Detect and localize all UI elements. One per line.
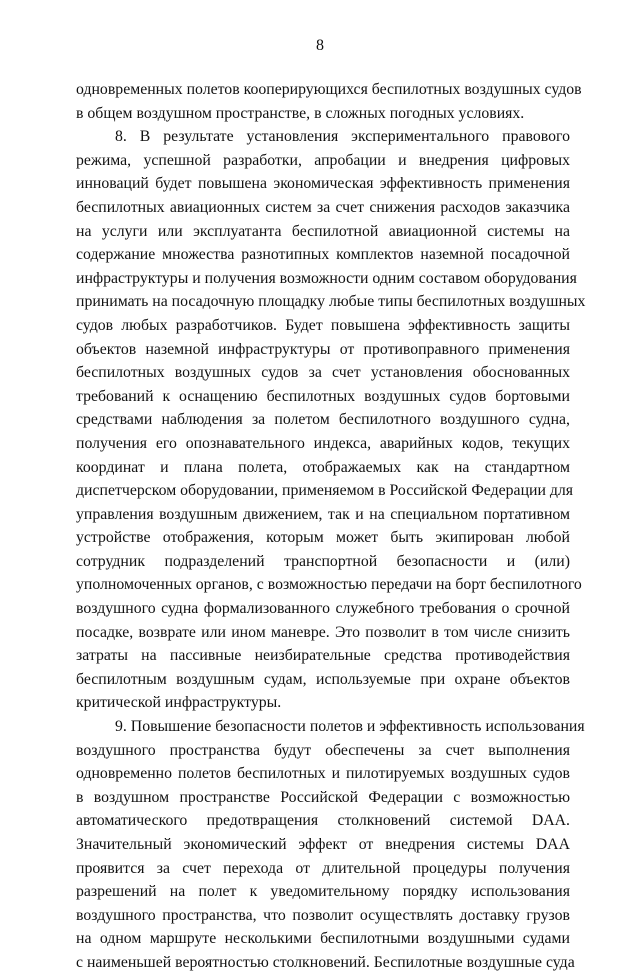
- text-line: воздушного судна формализованного служебного требования о срочной: [76, 600, 570, 618]
- text-line: сотрудник подразделений транспортной безопасности и (или): [76, 552, 570, 570]
- text-line: беспилотных воздушных судов за счет установления обоснованных: [76, 364, 570, 382]
- text-line: беспилотным воздушным судам, используемые при охране объектов: [76, 670, 570, 688]
- text-line: проявится за счет перехода от длительной процедуры получения: [76, 859, 570, 877]
- text-line: затраты на пассивные неизбирательные средства противодействия: [76, 647, 570, 665]
- text-line: судов любых разработчиков. Будет повышена эффективность защиты: [76, 316, 570, 334]
- text-line: в общем воздушном пространстве, в сложных погодных условиях.: [76, 104, 525, 122]
- text-line: Значительный экономический эффект от внедрения системы DAA: [76, 836, 570, 853]
- text-line: средствами наблюдения за полетом беспилотного воздушного судна,: [76, 411, 570, 429]
- text-line: воздушного пространства, что позволит осуществлять доставку грузов: [76, 906, 570, 924]
- text-line: инфраструктуры и получения возможности одним составом оборудования: [76, 269, 577, 287]
- text-line: воздушного пространства будут обеспечены за счет выполнения: [76, 741, 570, 759]
- text-line: принимать на посадочную площадку любые типы беспилотных воздушных: [76, 293, 586, 311]
- text-line: координат и плана полета, отображаемых как на стандартном: [76, 458, 570, 476]
- paragraph-8-start: 8. В результате установления экспериментального правового: [115, 128, 570, 146]
- text-line: в воздушном пространстве Российской Федерации с возможностью: [76, 788, 570, 806]
- text-line: разрешений на полет к уведомительному порядку использования: [76, 883, 570, 901]
- paragraph-9-start: 9. Повышение безопасности полетов и эффективность использования: [115, 718, 585, 736]
- text-line: уполномоченных органов, с возможностью передачи на борт беспилотного: [76, 576, 582, 594]
- text-line: требований к оснащению беспилотных воздушных судов бортовыми: [76, 387, 570, 405]
- text-line: диспетчерском оборудовании, применяемом в Российской Федерации для: [76, 482, 574, 500]
- text-line: с наименьшей вероятностью столкновений. Беспилотные воздушные суда: [76, 953, 575, 971]
- text-line: режима, успешной разработки, апробации и внедрения цифровых: [76, 151, 570, 169]
- text-line: устройстве отображения, которым может быть экипирован любой: [76, 529, 570, 547]
- text-line: содержание множества разнотипных комплектов наземной посадочной: [76, 246, 570, 264]
- text-line: на услуги или эксплуатанта беспилотной авиационной системы на: [76, 222, 570, 240]
- text-line: беспилотных авиационных систем за счет снижения расходов заказчика: [76, 198, 570, 216]
- text-line: на одном маршруте несколькими беспилотными воздушными судами: [76, 930, 570, 948]
- text-line: инноваций будет повышена экономическая эффективность применения: [76, 175, 570, 193]
- text-line: управления воздушным движением, так и на специальном портативном: [76, 505, 570, 523]
- text-line: получения его опознавательного индекса, аварийных кодов, текущих: [76, 434, 570, 452]
- text-line: объектов наземной инфраструктуры от противоправного применения: [76, 340, 570, 358]
- text-line: одновременных полетов кооперирующихся беспилотных воздушных судов: [76, 81, 582, 98]
- text-line: критической инфраструктуры.: [76, 694, 282, 712]
- text-line: посадке, возврате или ином маневре. Это позволит в том числе снизить: [76, 623, 570, 641]
- page-number: 8: [316, 37, 324, 54]
- text-line: автоматического предотвращения столкновений системой DAA.: [76, 812, 570, 830]
- text-line: одновременно полетов беспилотных и пилотируемых воздушных судов: [76, 765, 570, 783]
- body-text: [76, 78, 586, 975]
